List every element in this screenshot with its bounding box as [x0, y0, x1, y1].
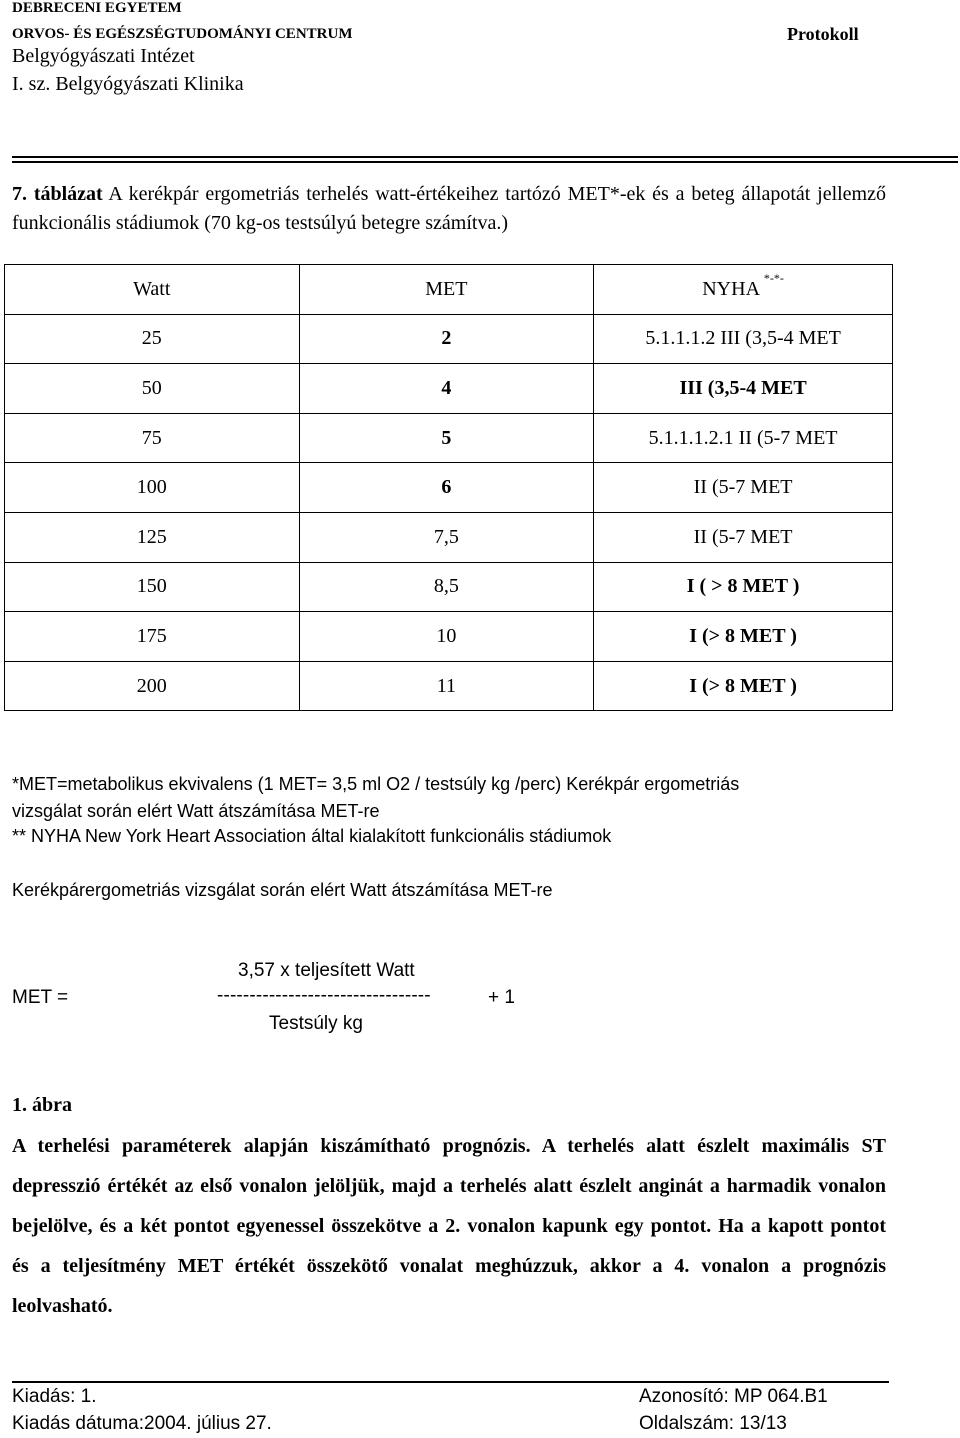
cell-nyha: II (5-7 MET: [594, 512, 893, 562]
header-met: MET: [299, 265, 594, 315]
document-type: Protokoll: [787, 24, 859, 44]
cell-met: 8,5: [299, 562, 594, 612]
cell-watt: 75: [5, 413, 300, 463]
formula-denominator: Testsúly kg: [269, 1013, 363, 1034]
footer-identifier: Azonosító: MP 064.B1: [639, 1386, 828, 1407]
institution-clinic: I. sz. Belgyógyászati Klinika: [12, 73, 244, 95]
header-rule-bottom: [12, 161, 958, 163]
cell-nyha: 5.1.1.1.2 III (3,5-4 MET: [594, 314, 893, 364]
cell-met: 4: [299, 364, 594, 414]
footer-edition-date: Kiadás dátuma:2004. július 27.: [12, 1413, 272, 1434]
cell-watt: 50: [5, 364, 300, 414]
formula-plus-one: + 1: [488, 987, 515, 1008]
table-header-row: [5, 265, 893, 315]
table-caption-label: 7. táblázat: [12, 183, 103, 205]
header-nyha: [594, 265, 893, 315]
met-definition-line2: vizsgálat során elért Watt átszámítása MET-re: [12, 801, 380, 821]
cell-watt: 150: [5, 562, 300, 612]
conversion-title: Kerékpárergometriás vizsgálat során elért Watt átszámítása MET-re: [12, 880, 553, 900]
table-caption-text: A kerékpár ergometriás terhelés watt-értékeihez tartózó MET*-ek és a beteg állapotát jellemző funkcionális stádiumok (70 kg-os testsúlyú betegre számítva.): [12, 183, 886, 234]
cell-met: 6: [299, 463, 594, 513]
table-row: [5, 463, 893, 513]
institution-department: Belgyógyászati Intézet: [12, 45, 195, 67]
cell-nyha: II (5-7 MET: [594, 463, 893, 513]
formula-lhs: MET =: [12, 987, 69, 1008]
cell-watt: 200: [5, 661, 300, 711]
footer-rule: [12, 1381, 889, 1383]
nyha-definition: ** NYHA New York Heart Association által kialakított funkcionális stádiumok: [12, 826, 612, 846]
table-row: [5, 512, 893, 562]
table-row: [5, 562, 893, 612]
figure-description: A terhelési paraméterek alapján kiszámítható prognózis. A terhelés alatt észlelt maximális ST depresszió értékét az első vonalon jelöljük, majd a terhelés alatt észlelt anginát a harmadik vonalon bejelölve, és a két pontot egyenessel összekötve a 2. vonalon kapunk egy pontot. Ha a kapott pontot és a teljesítmény MET értékét összekötő vonalat meghúzzuk, akkor a 4. vonalon a prognózis leolvasható.: [12, 1135, 886, 1317]
institution-name: DEBRECENI EGYETEM: [12, 0, 182, 16]
cell-met: 10: [299, 612, 594, 662]
footer-edition: Kiadás: 1.: [12, 1386, 97, 1407]
formula-numerator: 3,57 x teljesített Watt: [238, 960, 415, 981]
cell-nyha: 5.1.1.1.2.1 II (5-7 MET: [594, 413, 893, 463]
table-row: [5, 661, 893, 711]
cell-met: 5: [299, 413, 594, 463]
met-definition-line1: *MET=metabolikus ekvivalens (1 MET= 3,5 ml O2 / testsúly kg /perc) Kerékpár ergometriás: [12, 774, 740, 794]
formula-fraction-bar: ---------------------------------: [217, 985, 431, 1006]
cell-watt: 100: [5, 463, 300, 513]
header-nyha-label: NYHA: [702, 277, 759, 300]
header-watt: Watt: [5, 265, 300, 315]
table-row: [5, 364, 893, 414]
header-rule-top: [12, 156, 958, 158]
cell-met: 7,5: [299, 512, 594, 562]
table-caption: [12, 180, 886, 238]
watt-met-nyha-table: [4, 264, 893, 711]
cell-met: 2: [299, 314, 594, 364]
cell-watt: 125: [5, 512, 300, 562]
cell-nyha: III (3,5-4 MET: [594, 364, 893, 414]
cell-nyha: I ( > 8 MET ): [594, 562, 893, 612]
cell-met: 11: [299, 661, 594, 711]
header-nyha-sup: *-*-: [763, 270, 784, 285]
footer-page-number: Oldalszám: 13/13: [639, 1413, 787, 1434]
cell-nyha: I (> 8 MET ): [594, 612, 893, 662]
table-row: [5, 314, 893, 364]
table-row: [5, 612, 893, 662]
figure-label: 1. ábra: [12, 1094, 72, 1116]
table-row: [5, 413, 893, 463]
cell-nyha: I (> 8 MET ): [594, 661, 893, 711]
cell-watt: 25: [5, 314, 300, 364]
cell-watt: 175: [5, 612, 300, 662]
institution-center: ORVOS- ÉS EGÉSZSÉGTUDOMÁNYI CENTRUM: [12, 26, 353, 42]
